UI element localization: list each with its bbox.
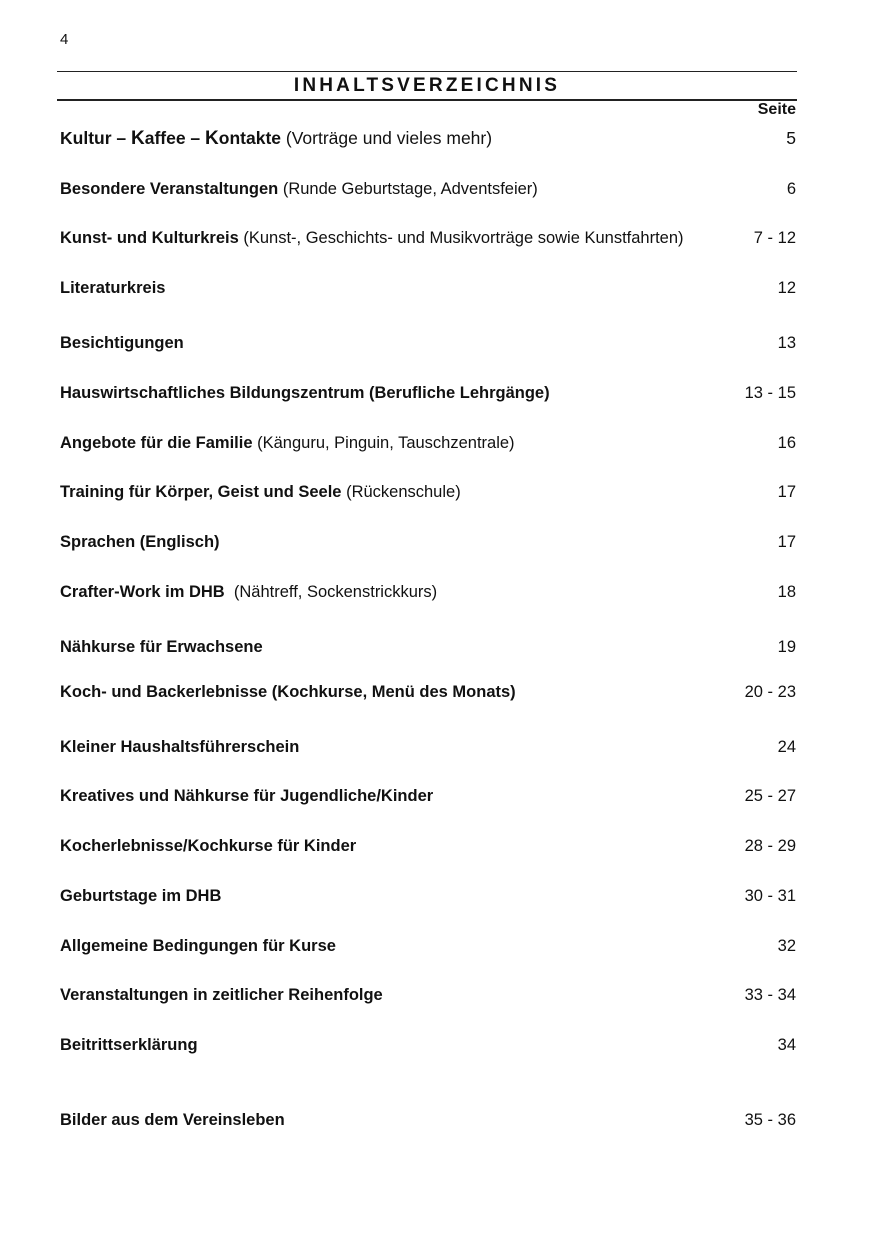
toc-entry-subtitle: (Känguru, Pinguin, Tauschzentrale) [252,434,515,452]
toc-entry-bold: Hauswirtschaftliches Bildungszentrum (Berufliche Lehrgänge) [60,384,550,402]
toc-entry-page: 24 [777,738,796,756]
toc-entry-page: 35 - 36 [744,1111,796,1129]
toc-entry [60,682,796,702]
toc-entry [60,836,796,856]
toc-entry-subtitle: (Kunst-, Geschichts- und Musikvorträge sowie Kunstfahrten) [238,229,684,247]
toc-entry-bold: Veranstaltungen in zeitlicher Reihenfolge [60,986,383,1004]
toc-entry-page: 13 [777,334,796,352]
toc-entry-page: 12 [777,279,796,297]
toc-entry-bold [60,128,281,148]
toc-entry-page: 18 [777,583,796,601]
toc-entry-page: 19 [777,638,796,656]
toc-entry-page: 5 [786,128,796,148]
toc-entry [60,383,796,403]
toc-entry-bold: Allgemeine Bedingungen für Kurse [60,937,336,955]
toc-entry-bold: Crafter-Work im DHB [60,583,225,601]
toc-entry-page: 20 - 23 [744,683,796,701]
toc-entry-bold: Beitrittserklärung [60,1036,198,1054]
toc-entry-bold: Kleiner Haushaltsführerschein [60,738,300,756]
toc-entry-page: 25 - 27 [744,787,796,805]
toc-entry [60,637,796,657]
toc-entry-page: 6 [786,180,796,198]
toc-entry-subtitle: (Rückenschule) [341,483,461,501]
toc-entry [60,886,796,906]
toc-entry [60,128,796,149]
toc-entry [60,737,796,757]
toc-entry-page: 28 - 29 [744,837,796,855]
toc-entry-bold: Geburtstage im DHB [60,887,222,905]
toc-entry-page: 16 [777,434,796,452]
title-rule-top [57,71,797,72]
toc-title-part: ontakte [218,128,281,148]
toc-entry-bold: Koch- und Backerlebnisse (Kochkurse, Menü des Monats) [60,683,516,701]
toc-entry-bold: Kocherlebnisse/Kochkurse für Kinder [60,837,357,855]
toc-title-initial: K [130,128,145,149]
toc-entry-page: 17 [777,533,796,551]
toc-title-part: Kultur – [60,128,131,148]
toc-entry-page: 32 [777,937,796,955]
toc-entry [60,433,796,453]
toc-entry [60,532,796,552]
toc-entry-bold: Kunst- und Kulturkreis [60,229,239,247]
toc-entry [60,786,796,806]
page-number: 4 [60,31,69,48]
toc-entry [60,985,796,1005]
toc-entry-page: 17 [777,483,796,501]
toc-title-part: affee – [144,128,206,148]
toc-entry-page: 13 - 15 [744,384,796,402]
toc-entry-subtitle: (Nähtreff, Sockenstrickkurs) [224,583,438,601]
toc-entry-bold: Literaturkreis [60,279,166,297]
toc-entry-subtitle: (Runde Geburtstage, Adventsfeier) [278,180,538,198]
toc-entry [60,936,796,956]
column-header-seite: Seite [757,101,796,118]
title-rule-bottom [57,99,797,101]
toc-entry-bold: Kreatives und Nähkurse für Jugendliche/Kinder [60,787,434,805]
toc-entry [60,1035,796,1055]
toc-entry [60,333,796,353]
toc-entry-bold: Angebote für die Familie [60,434,253,452]
toc-title-initial: K [205,128,219,149]
toc-entry-bold: Besichtigungen [60,334,184,352]
toc-entry [60,482,796,502]
toc-entry [60,1110,796,1130]
toc-entry-title [60,128,492,149]
toc-entry [60,179,796,199]
toc-entry-page: 7 - 12 [753,229,796,247]
toc-entry-bold: Training für Körper, Geist und Seele [60,483,342,501]
toc-entry [60,228,796,248]
toc-entry [60,278,796,298]
toc-entry-page: 34 [777,1036,796,1054]
toc-entry-subtitle: (Vorträge und vieles mehr) [281,128,493,148]
toc-entry-bold: Besondere Veranstaltungen [60,180,279,198]
toc-entry-page: 30 - 31 [744,887,796,905]
page-title: INHALTSVERZEICHNIS [293,75,561,96]
toc-entry-bold: Sprachen (Englisch) [60,533,220,551]
toc-entry-bold: Bilder aus dem Vereinsleben [60,1111,285,1129]
toc-entry [60,582,796,602]
toc-entry-page: 33 - 34 [744,986,796,1004]
toc-entry-bold: Nähkurse für Erwachsene [60,638,263,656]
